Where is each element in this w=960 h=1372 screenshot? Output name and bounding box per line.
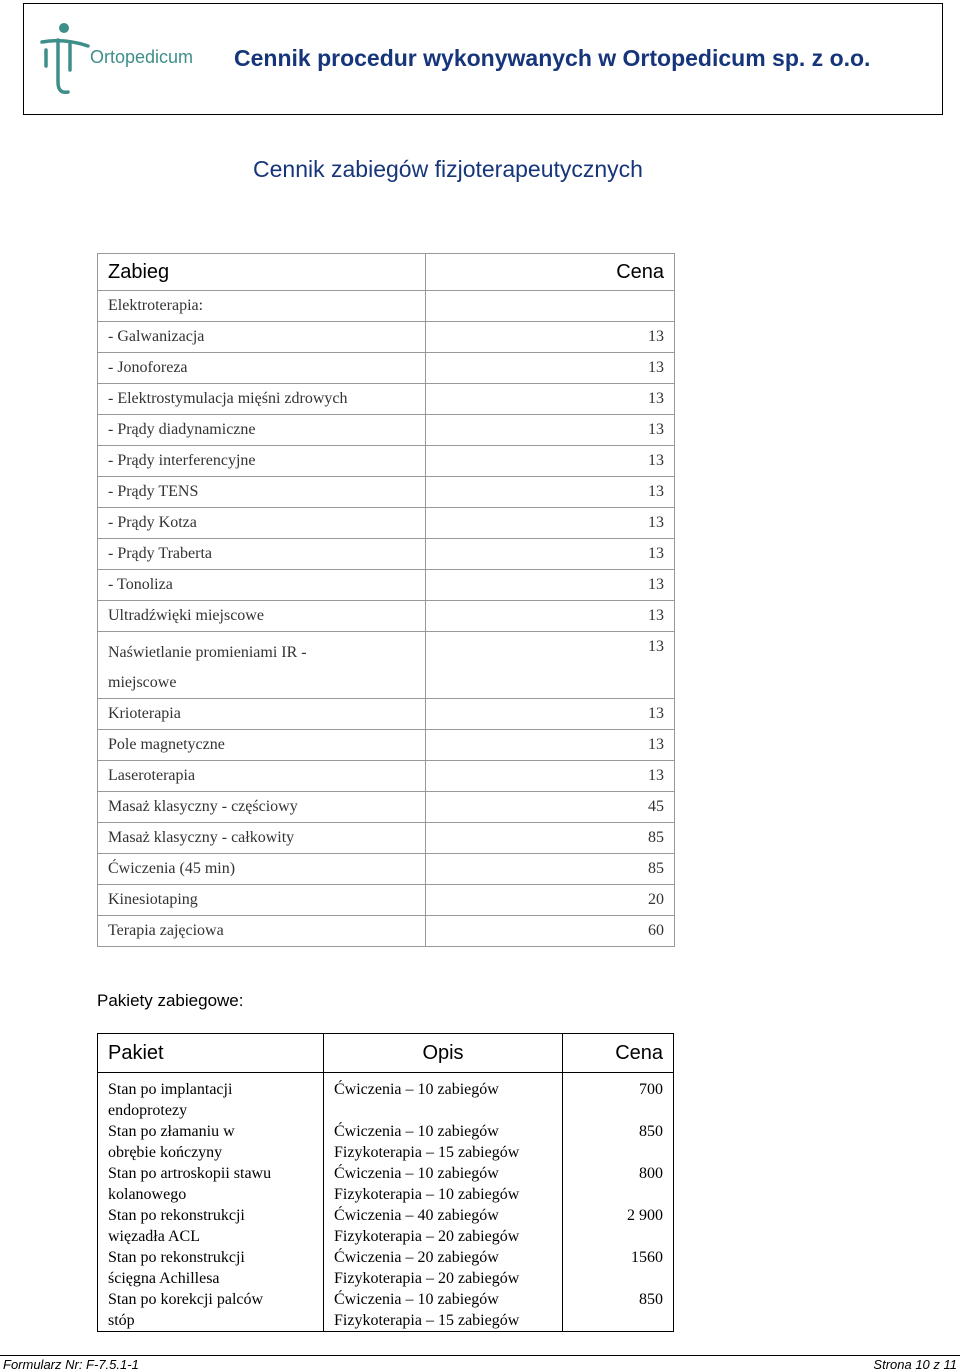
header-title: Cennik procedur wykonywanych w Ortopedicum sp. z o.o. [234, 45, 871, 71]
package-price-line: 850 [639, 1123, 663, 1140]
table-row [98, 1289, 674, 1332]
table-row [98, 1121, 674, 1163]
package-price-line: 850 [639, 1291, 663, 1308]
footer-divider [0, 1355, 960, 1356]
page-title: Cennik zabiegów fizjoterapeutycznych [253, 156, 643, 182]
treatment-price: 13 [426, 508, 675, 539]
table-row [98, 699, 675, 730]
table-row [98, 353, 675, 384]
footer-page-number: Strona 10 z 11 [873, 1357, 957, 1372]
table-header-row [98, 254, 675, 291]
treatment-price: 13 [426, 384, 675, 415]
table-row [98, 730, 675, 761]
treatment-price: 85 [426, 854, 675, 885]
treatment-name: - Jonoforeza [98, 353, 426, 384]
package-description-line: Ćwiczenia – 10 zabiegów [334, 1291, 499, 1308]
package-description-line: Fizykoterapia – 20 zabiegów [334, 1228, 520, 1245]
package-description [324, 1289, 563, 1332]
package-description-line: Ćwiczenia – 10 zabiegów [334, 1165, 499, 1182]
package-name-line: więzadła ACL [108, 1228, 200, 1245]
package-description-line: Fizykoterapia – 10 zabiegów [334, 1186, 520, 1203]
treatment-name: Krioterapia [98, 699, 426, 730]
package-name [98, 1073, 324, 1122]
package-name-line: Stan po złamaniu w [108, 1123, 235, 1140]
table-row [98, 1163, 674, 1205]
treatment-price: 13 [426, 570, 675, 601]
document-header [23, 3, 943, 115]
column-header-zabieg: Zabieg [98, 254, 426, 291]
table-row [98, 792, 675, 823]
package-price [563, 1205, 674, 1247]
treatment-price: 13 [426, 539, 675, 570]
package-name-line: ścięgna Achillesa [108, 1270, 220, 1287]
column-header-opis: Opis [324, 1034, 563, 1073]
table-row [98, 384, 675, 415]
footer-form-number: Formularz Nr: F-7.5.1-1 [3, 1357, 139, 1372]
treatment-price: 13 [426, 632, 675, 699]
package-description-line: Ćwiczenia – 10 zabiegów [334, 1081, 499, 1098]
table-row [98, 477, 675, 508]
package-price [563, 1073, 674, 1122]
packages-table [97, 1033, 674, 1332]
table-row [98, 761, 675, 792]
table-row [98, 508, 675, 539]
package-name [98, 1163, 324, 1205]
treatment-name: - Prądy Kotza [98, 508, 426, 539]
package-name-line: kolanowego [108, 1186, 187, 1203]
table-header-row [98, 1034, 674, 1073]
package-price-line: 700 [639, 1081, 663, 1098]
package-description-line: Ćwiczenia – 20 zabiegów [334, 1249, 499, 1266]
package-name-line: obrębie kończyny [108, 1144, 223, 1161]
treatment-name: Laseroterapia [98, 761, 426, 792]
treatment-price: 13 [426, 601, 675, 632]
table-row [98, 446, 675, 477]
table-row [98, 601, 675, 632]
packages-heading: Pakiety zabiegowe: [97, 991, 244, 1010]
treatments-table [97, 253, 675, 947]
package-description-line: Fizykoterapia – 15 zabiegów [334, 1144, 520, 1161]
treatment-name: - Prądy Traberta [98, 539, 426, 570]
treatment-price [426, 291, 675, 322]
treatment-name: Elektroterapia: [98, 291, 426, 322]
treatment-name-line: miejscowe [108, 674, 177, 691]
package-price [563, 1289, 674, 1332]
treatment-price: 13 [426, 415, 675, 446]
table-row [98, 322, 675, 353]
column-header-cena: Cena [426, 254, 675, 291]
treatment-name: Ultradźwięki miejscowe [98, 601, 426, 632]
package-price [563, 1121, 674, 1163]
package-name [98, 1121, 324, 1163]
treatment-name: Pole magnetyczne [98, 730, 426, 761]
table-row [98, 291, 675, 322]
package-name-line: stóp [108, 1312, 135, 1329]
logo-text: Ortopedicum [90, 47, 194, 67]
treatment-name: Ćwiczenia (45 min) [98, 854, 426, 885]
package-description [324, 1247, 563, 1289]
table-row [98, 916, 675, 947]
treatment-price: 20 [426, 885, 675, 916]
treatment-name: - Prądy TENS [98, 477, 426, 508]
table-row [98, 415, 675, 446]
treatment-price: 13 [426, 446, 675, 477]
table-row [98, 854, 675, 885]
treatment-name: Masaż klasyczny - częściowy [98, 792, 426, 823]
treatment-price: 13 [426, 699, 675, 730]
table-row [98, 632, 675, 699]
treatment-price: 60 [426, 916, 675, 947]
table-row [98, 885, 675, 916]
package-description-line: Fizykoterapia – 15 zabiegów [334, 1312, 520, 1329]
package-price [563, 1247, 674, 1289]
package-name-line: Stan po implantacji [108, 1081, 233, 1098]
treatment-name: - Prądy diadynamiczne [98, 415, 426, 446]
package-name [98, 1205, 324, 1247]
column-header-pakiet: Pakiet [98, 1034, 324, 1073]
treatment-name: - Galwanizacja [98, 322, 426, 353]
treatment-price: 13 [426, 322, 675, 353]
treatment-price: 13 [426, 761, 675, 792]
table-row [98, 570, 675, 601]
package-price-line: 800 [639, 1165, 663, 1182]
treatment-name [98, 632, 426, 699]
table-row [98, 823, 675, 854]
treatment-price: 85 [426, 823, 675, 854]
package-name-line: Stan po rekonstrukcji [108, 1207, 245, 1224]
package-name-line: Stan po artroskopii stawu [108, 1165, 272, 1182]
table-row [98, 1073, 674, 1122]
package-description [324, 1121, 563, 1163]
package-description-line: Fizykoterapia – 20 zabiegów [334, 1270, 520, 1287]
package-description [324, 1205, 563, 1247]
package-name-line: endoprotezy [108, 1102, 188, 1119]
treatment-name: Masaż klasyczny - całkowity [98, 823, 426, 854]
package-description-line: Ćwiczenia – 10 zabiegów [334, 1123, 499, 1140]
treatment-price: 13 [426, 730, 675, 761]
treatment-name: - Tonoliza [98, 570, 426, 601]
package-name [98, 1247, 324, 1289]
treatment-name: - Prądy interferencyjne [98, 446, 426, 477]
package-name-line: Stan po korekcji palców [108, 1291, 264, 1308]
treatment-name: - Elektrostymulacja mięśni zdrowych [98, 384, 426, 415]
package-description [324, 1163, 563, 1205]
package-description-line: Ćwiczenia – 40 zabiegów [334, 1207, 499, 1224]
table-row [98, 1247, 674, 1289]
treatment-name-line: Naświetlanie promieniami IR - [108, 644, 307, 661]
table-row [98, 539, 675, 570]
treatment-price: 13 [426, 477, 675, 508]
package-description [324, 1073, 563, 1122]
table-row [98, 1205, 674, 1247]
treatment-price: 13 [426, 353, 675, 384]
treatment-name: Terapia zajęciowa [98, 916, 426, 947]
package-name [98, 1289, 324, 1332]
column-header-cena: Cena [563, 1034, 674, 1073]
treatment-price: 45 [426, 792, 675, 823]
treatment-name: Kinesiotaping [98, 885, 426, 916]
package-price-line: 1560 [631, 1249, 663, 1266]
package-name-line: Stan po rekonstrukcji [108, 1249, 245, 1266]
package-price [563, 1163, 674, 1205]
package-price-line: 2 900 [627, 1207, 663, 1224]
